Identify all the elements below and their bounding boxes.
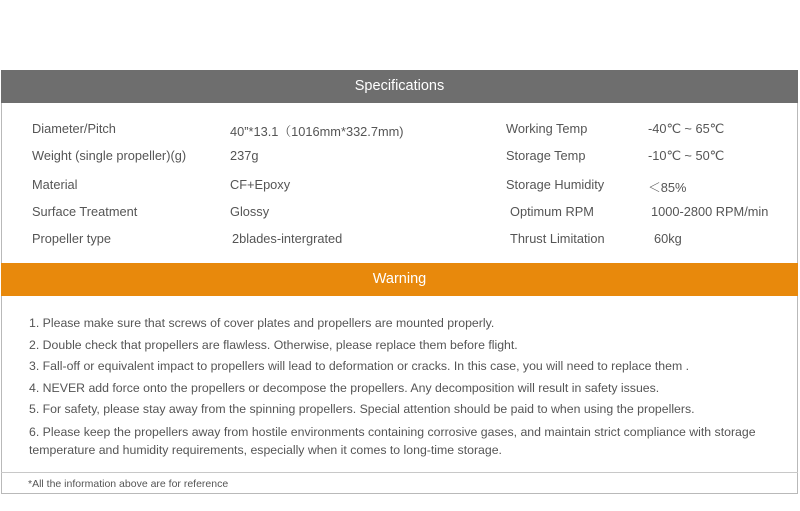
spec-value: ＜85%	[648, 180, 687, 195]
spec-label: Storage Humidity	[506, 177, 605, 192]
spec-row	[0, 231, 800, 251]
spec-value: 237g	[230, 148, 259, 163]
spec-value: Glossy	[230, 204, 270, 219]
spec-row	[0, 148, 800, 168]
spec-label: Surface Treatment	[32, 204, 138, 219]
footnote: *All the information above are for reference	[28, 478, 229, 490]
warning-item: 4. NEVER add force onto the propellers or decompose the propellers. Any decomposition will result in safety issues.	[29, 380, 660, 395]
spec-value: -10℃ ~ 50℃	[648, 148, 725, 163]
spec-label: Optimum RPM	[510, 204, 594, 219]
warning-header: Warning	[1, 263, 798, 296]
spec-label: Working Temp	[506, 121, 588, 136]
spec-row	[0, 204, 800, 224]
warning-item: 5. For safety, please stay away from the spinning propellers. Special attention should be paid to when using the propellers.	[29, 402, 695, 416]
spec-value: 2blades-intergrated	[232, 231, 343, 246]
warning-item: 3. Fall-off or equivalent impact to propellers will lead to deformation or cracks. In this case, you will need to replace them .	[29, 359, 690, 373]
warning-item: 2. Double check that propellers are flawless. Otherwise, please replace them before flight.	[29, 337, 518, 352]
spec-label: Storage Temp	[506, 148, 586, 163]
spec-value: 60kg	[654, 231, 682, 246]
spec-value: -40℃ ~ 65℃	[648, 121, 725, 136]
specifications-header: Specifications	[1, 70, 798, 103]
warning-item: 1. Please make sure that screws of cover plates and propellers are mounted properly.	[29, 316, 495, 330]
spec-value: 40”*13.1（1016mm*332.7mm)	[230, 124, 404, 139]
warning-list	[29, 313, 779, 459]
spec-label: Thrust Limitation	[510, 231, 605, 246]
spec-row	[0, 121, 800, 141]
spec-value: 1000-2800 RPM/min	[651, 204, 769, 219]
spec-label: Weight (single propeller)(g)	[32, 148, 187, 163]
spec-label: Material	[32, 177, 78, 192]
footnote-divider	[1, 472, 798, 473]
spec-value: CF+Epoxy	[230, 177, 291, 192]
spec-label: Diameter/Pitch	[32, 121, 116, 136]
spec-label: Propeller type	[32, 231, 111, 246]
spec-row	[0, 177, 800, 197]
warning-item: 6. Please keep the propellers away from hostile environments containing corrosive gases, and maintain strict compliance with storage temperature and humidity requirements, especially when it comes to long-time storage.	[29, 424, 756, 457]
